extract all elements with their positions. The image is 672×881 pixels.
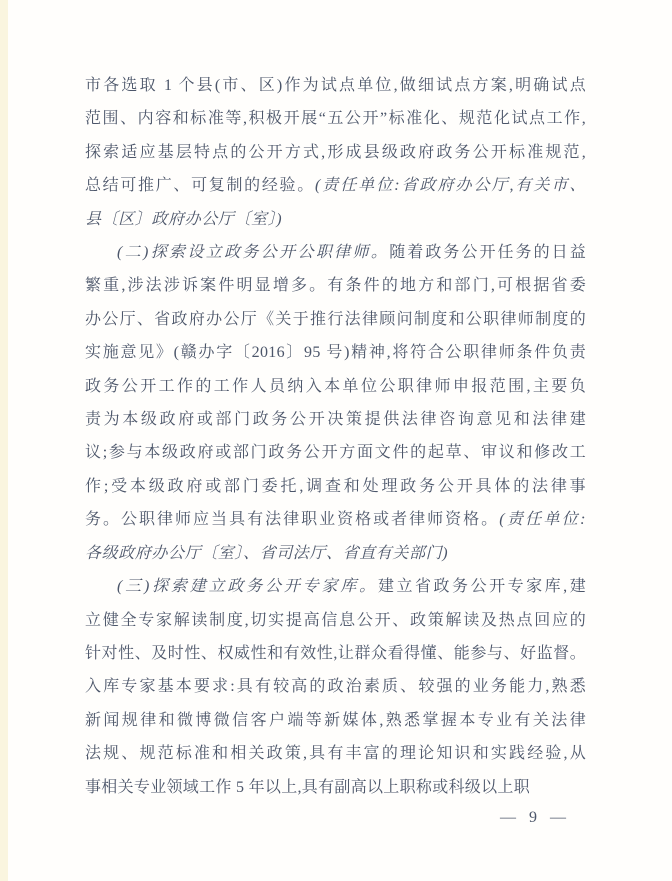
text-run-song: 探索适应基层特点的公开方式,形成县级政府政务公开标准规范, (85, 143, 586, 161)
document-body (85, 69, 586, 804)
text-run-song: 法规、规范标准和相关政策,具有丰富的理论知识和实践经验,从 (85, 745, 586, 763)
text-run-song: 事相关专业领域工作 5 年以上,具有副高以上职称或科级以上职 (85, 778, 531, 796)
text-line (85, 771, 586, 804)
text-line (85, 136, 586, 169)
text-line (85, 436, 586, 469)
text-run-song: 责为本级政府或部门政务公开决策提供法律咨询意见和法律建 (85, 411, 586, 429)
text-run-song: 议;参与本级政府或部门政务公开方面文件的起草、审议和修改工 (85, 444, 586, 462)
text-line (85, 69, 586, 102)
text-line (85, 203, 586, 236)
text-run-song: 建立省政务公开专家库,建 (377, 578, 586, 596)
text-run-song: 务。公职律师应当具有法律职业资格或者律师资格。 (85, 511, 500, 529)
text-line (85, 537, 586, 570)
text-run-song: 入库专家基本要求:具有较高的政治素质、较强的业务能力,熟悉 (85, 678, 586, 696)
text-run-kai: 各级政府办公厅〔室〕、省司法厅、省直有关部门) (85, 544, 449, 562)
text-run-song: 总结可推广、可复制的经验。 (85, 177, 315, 195)
page-footer (500, 806, 567, 830)
text-run-song: 作;受本级政府或部门委托,调查和处理政务公开具体的法律事 (85, 477, 586, 495)
scan-edge-tint (0, 0, 8, 881)
text-line (85, 670, 586, 703)
text-line (85, 470, 586, 503)
text-line (85, 269, 586, 302)
text-run-song: 针对性、及时性、权威性和有效性,让群众看得懂、能参与、好监督。 (85, 644, 586, 662)
text-run-song: 范围、内容和标准等,积极开展“五公开”标准化、规范化试点工作, (85, 110, 586, 128)
text-run-song: 市各选取 1 个县(市、区)作为试点单位,做细试点方案,明确试点 (85, 77, 586, 94)
text-line (85, 102, 586, 135)
text-line (85, 169, 586, 202)
text-run-song: 政务公开工作的工作人员纳入本单位公职律师申报范围,主要负 (85, 377, 586, 395)
text-run-song: 新闻规律和微博微信客户端等新媒体,熟悉掌握本专业有关法律 (85, 711, 586, 729)
text-run-kai: (责任单位: (499, 511, 587, 529)
text-run-kai: 县〔区〕政府办公厅〔室〕) (85, 210, 283, 228)
text-run-song: 随着政务公开任务的日益 (389, 244, 586, 262)
text-line (85, 737, 586, 770)
text-line (85, 336, 586, 369)
text-line (85, 236, 586, 269)
text-line (85, 570, 586, 603)
page-number: — 9 — (500, 809, 567, 826)
text-run-song: 实施意见》(赣办字〔2016〕95 号)精神,将符合公职律师条件负责 (85, 344, 586, 362)
text-line (85, 637, 586, 670)
text-run-kai: (三)探索建立政务公开专家库。 (117, 578, 378, 596)
text-run-song: 繁重,涉法涉诉案件明显增多。有条件的地方和部门,可根据省委 (85, 277, 586, 295)
text-run-kai: (责任单位:省政府办公厅,有关市、 (314, 177, 586, 195)
text-line (85, 303, 586, 336)
text-line (85, 604, 586, 637)
text-run-kai: (二)探索设立政务公开公职律师。 (117, 244, 390, 262)
text-run-song: 立健全专家解读制度,切实提高信息公开、政策解读及热点回应的 (85, 611, 586, 629)
text-line (85, 503, 586, 536)
text-run-song: 办公厅、省政府办公厅《关于推行法律顾问制度和公职律师制度的 (85, 310, 586, 328)
text-line (85, 370, 586, 403)
text-line (85, 403, 586, 436)
text-line (85, 704, 586, 737)
